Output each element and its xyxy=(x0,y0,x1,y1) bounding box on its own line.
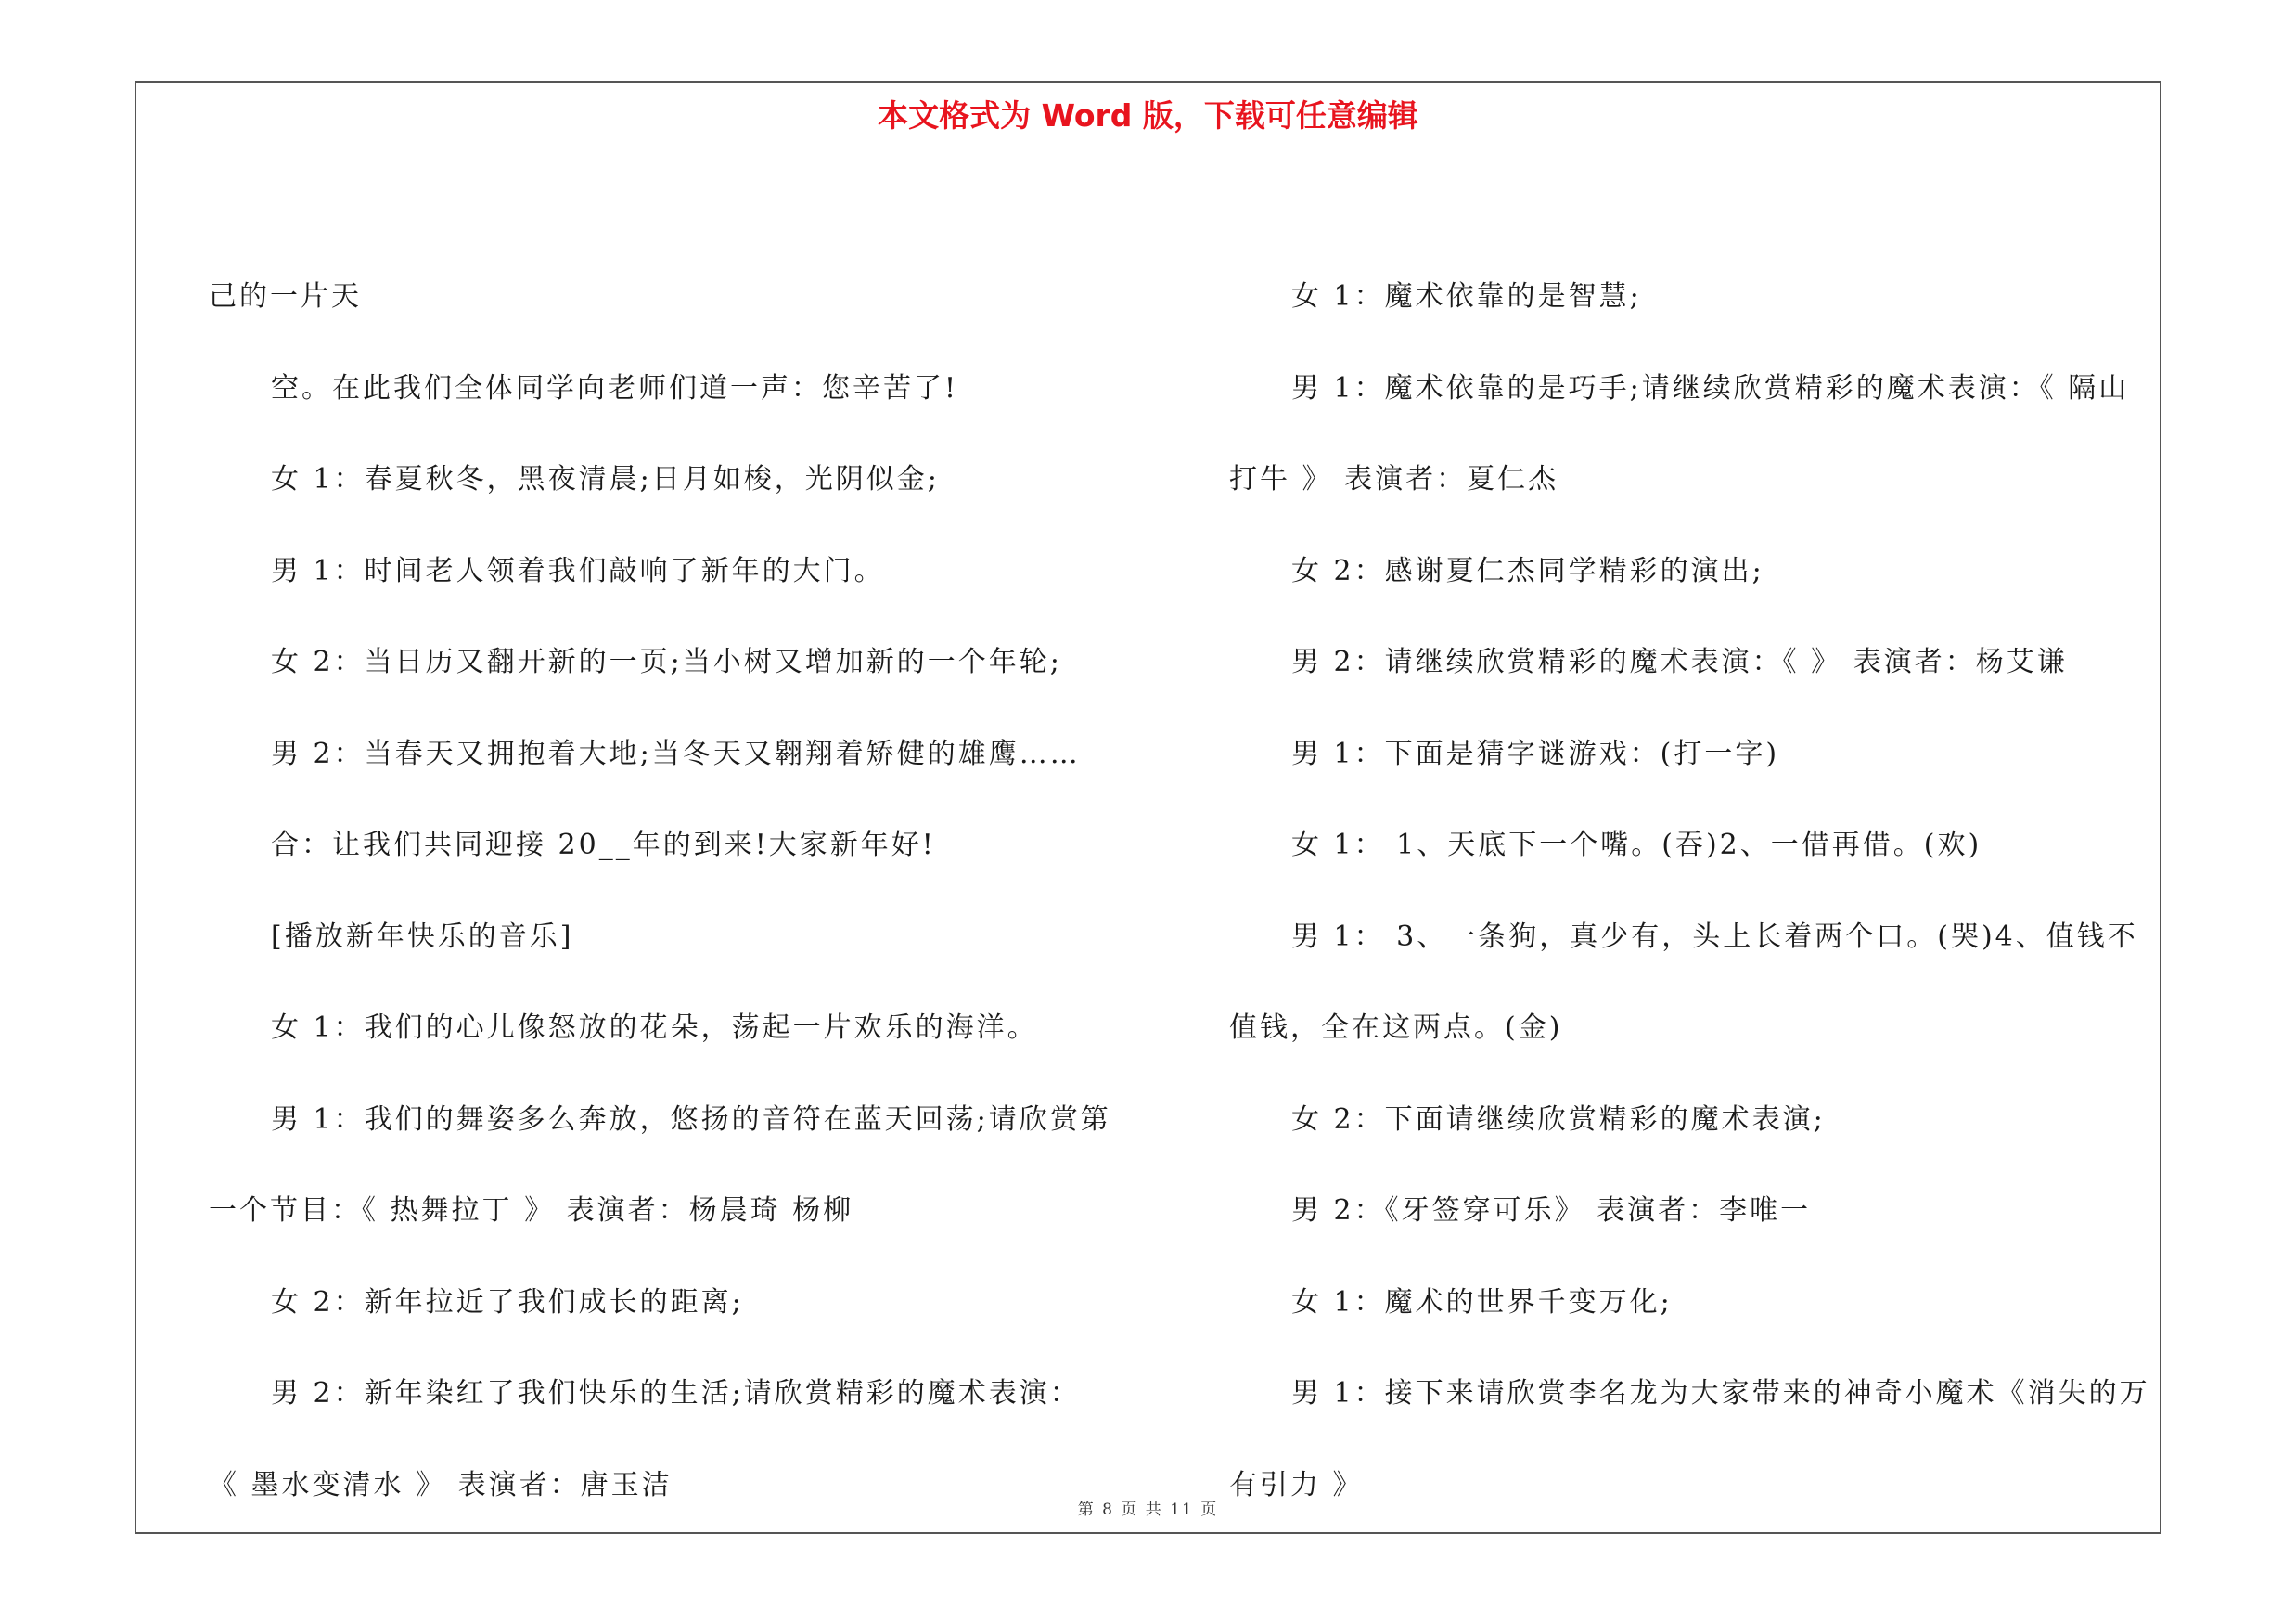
text-line: [播放新年快乐的音乐] xyxy=(271,920,574,953)
text-line: 女 2：当日历又翻开新的一页;当小树又增加新的一个年轮; xyxy=(271,646,1062,678)
text-line: 男 2：《牙签穿可乐》 表演者：李唯一 xyxy=(1291,1194,1812,1227)
text-line: 女 1：春夏秋冬，黑夜清晨;日月如梭，光阴似金; xyxy=(271,463,940,496)
text-line: 男 1：魔术依靠的是巧手;请继续欣赏精彩的魔术表演：《 隔山 xyxy=(1291,371,2130,405)
text-line: 男 2：当春天又拥抱着大地;当冬天又翱翔着矫健的雄鹰…… xyxy=(271,737,1081,770)
text-line: 女 2：感谢夏仁杰同学精彩的演出; xyxy=(1291,554,1764,587)
text-line: 女 1： 1、天底下一个嘴。(吞)2、一借再借。(欢) xyxy=(1291,829,1982,861)
text-line: 男 1：下面是猜字谜游戏：(打一字) xyxy=(1291,737,1780,770)
text-line: 空。在此我们全体同学向老师们道一声：您辛苦了! xyxy=(271,371,959,405)
text-line: 己的一片天 xyxy=(209,280,362,313)
text-line: 男 1：我们的舞姿多么奔放，悠扬的音符在蓝天回荡;请欣赏第 xyxy=(271,1102,1111,1136)
text-line: 女 2：下面请继续欣赏精彩的魔术表演; xyxy=(1291,1102,1826,1136)
text-line: 女 1：魔术的世界千变万化; xyxy=(1291,1285,1673,1319)
text-line: 有引力 》 xyxy=(1229,1468,1364,1501)
text-line: 女 1：我们的心儿像怒放的花朵，荡起一片欢乐的海洋。 xyxy=(271,1011,1038,1044)
banner-title: 本文格式为 Word 版，下载可任意编辑 xyxy=(878,97,1418,134)
left-column xyxy=(209,251,1136,1531)
text-line: 合：让我们共同迎接 20__年的到来!大家新年好! xyxy=(271,829,936,861)
text-line: 女 1：魔术依靠的是智慧; xyxy=(1291,280,1642,313)
text-line: 《 墨水变清水 》 表演者：唐玉洁 xyxy=(209,1468,673,1501)
text-line: 男 1：时间老人领着我们敲响了新年的大门。 xyxy=(271,554,885,587)
text-line: 男 2：请继续欣赏精彩的魔术表演：《 》 表演者：杨艾谦 xyxy=(1291,646,2068,678)
right-column xyxy=(1229,251,2157,1531)
text-line: 值钱，全在这两点。(金) xyxy=(1229,1011,1563,1044)
text-line: 男 1： 3、一条狗，真少有，头上长着两个口。(哭)4、值钱不 xyxy=(1291,920,2138,953)
text-line: 男 2：新年染红了我们快乐的生活;请欣赏精彩的魔术表演： xyxy=(271,1377,1081,1410)
text-line: 打牛 》 表演者：夏仁杰 xyxy=(1229,463,1559,496)
text-line: 男 1：接下来请欣赏李名龙为大家带来的神奇小魔术《消失的万 xyxy=(1291,1377,2150,1410)
text-line: 一个节目：《 热舞拉丁 》 表演者：杨晨琦 杨柳 xyxy=(209,1194,854,1227)
text-line: 女 2：新年拉近了我们成长的距离; xyxy=(271,1285,744,1319)
page-number-footer: 第 8 页 共 11 页 xyxy=(1077,1501,1219,1519)
page-frame xyxy=(135,81,2161,1534)
